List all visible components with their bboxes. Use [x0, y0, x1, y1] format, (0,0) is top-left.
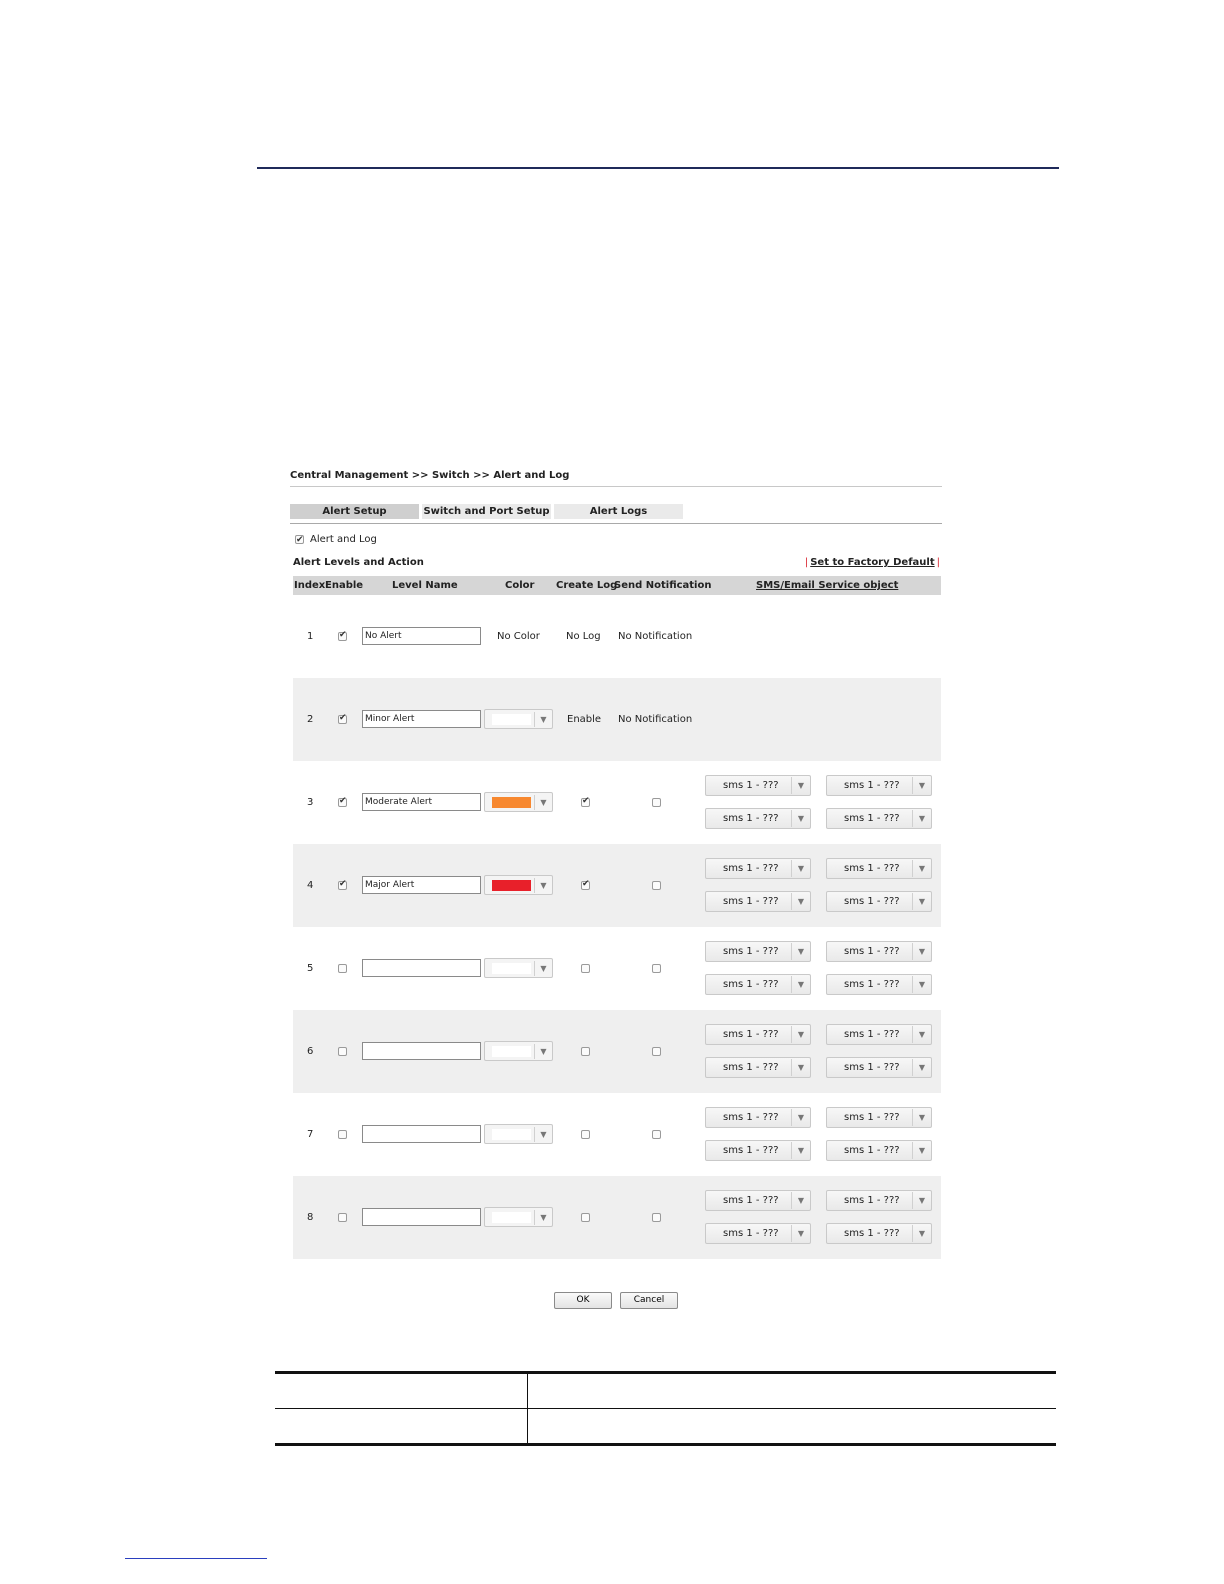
alert-and-log-toggle — [290, 533, 942, 547]
row-index: 2 — [307, 714, 314, 725]
chevron-down-icon: ▼ — [912, 810, 931, 827]
header-create-log: Create Log — [556, 580, 618, 591]
sms-email-service-select[interactable] — [705, 1190, 811, 1211]
table-row — [275, 1408, 1056, 1443]
chevron-down-icon: ▼ — [791, 893, 810, 910]
chevron-down-icon: ▼ — [912, 943, 931, 960]
chevron-down-icon: ▼ — [791, 1225, 810, 1242]
color-swatch — [492, 1212, 531, 1223]
color-select[interactable] — [484, 875, 553, 895]
chevron-down-icon: ▼ — [791, 1059, 810, 1076]
row-index: 7 — [307, 1129, 314, 1140]
color-select[interactable] — [484, 709, 553, 729]
level-name-input[interactable]: No Alert — [362, 627, 481, 645]
sms-email-service-label: sms 1 - ??? — [844, 1145, 900, 1156]
tab-alert-setup[interactable]: Alert Setup — [290, 504, 419, 519]
sms-email-service-select[interactable] — [826, 1107, 932, 1128]
sms-email-service-select[interactable] — [705, 941, 811, 962]
set-to-factory-default-link[interactable]: Set to Factory Default — [810, 557, 935, 568]
table-row — [293, 595, 941, 678]
row-index: 3 — [307, 797, 314, 808]
table-row — [293, 927, 941, 1010]
chevron-down-icon: ▼ — [791, 1109, 810, 1126]
chevron-down-icon: ▼ — [534, 795, 552, 810]
chevron-down-icon: ▼ — [791, 860, 810, 877]
column-divider — [527, 1374, 528, 1408]
separator-right: | — [936, 557, 940, 568]
description-table — [275, 1371, 1056, 1446]
chevron-down-icon: ▼ — [912, 777, 931, 794]
color-swatch — [492, 1046, 531, 1057]
sms-email-service-select[interactable] — [826, 1024, 932, 1045]
separator-left: | — [804, 557, 809, 568]
factory-default-group — [805, 556, 940, 570]
sms-email-service-label: sms 1 - ??? — [844, 863, 900, 874]
sms-email-service-select[interactable] — [705, 1223, 811, 1244]
table-body — [293, 595, 941, 1259]
chevron-down-icon: ▼ — [912, 1192, 931, 1209]
sms-email-service-select[interactable] — [826, 974, 932, 995]
tab-alert-logs[interactable]: Alert Logs — [554, 504, 683, 519]
chevron-down-icon: ▼ — [534, 712, 552, 727]
sms-email-service-select[interactable] — [826, 808, 932, 829]
sms-email-service-select[interactable] — [705, 858, 811, 879]
sms-email-service-select[interactable] — [705, 1024, 811, 1045]
sms-email-service-label: sms 1 - ??? — [844, 1112, 900, 1123]
create-log-checkbox[interactable] — [581, 881, 590, 890]
section-header — [290, 556, 942, 570]
enable-checkbox[interactable] — [338, 715, 347, 724]
create-log-checkbox[interactable] — [581, 1213, 590, 1222]
column-divider — [527, 1409, 528, 1443]
sms-email-service-label: sms 1 - ??? — [844, 1195, 900, 1206]
sms-email-service-label: sms 1 - ??? — [723, 1195, 779, 1206]
page-header-rule — [257, 167, 1059, 169]
sms-email-service-label: sms 1 - ??? — [844, 1029, 900, 1040]
sms-email-service-select[interactable] — [826, 1140, 932, 1161]
chevron-down-icon: ▼ — [534, 878, 552, 893]
sms-email-service-label: sms 1 - ??? — [723, 896, 779, 907]
sms-email-service-select[interactable] — [705, 1107, 811, 1128]
sms-email-service-select[interactable] — [705, 1057, 811, 1078]
create-log-checkbox[interactable] — [581, 798, 590, 807]
color-swatch — [492, 1129, 531, 1140]
chevron-down-icon: ▼ — [534, 961, 552, 976]
color-swatch — [492, 880, 531, 891]
sms-email-service-select[interactable] — [826, 1057, 932, 1078]
sms-email-service-select[interactable] — [705, 974, 811, 995]
sms-email-service-label: sms 1 - ??? — [844, 896, 900, 907]
enable-checkbox[interactable] — [338, 1130, 347, 1139]
table-header — [293, 576, 941, 595]
breadcrumb: Central Management >> Switch >> Alert and Log — [290, 466, 942, 487]
table-row — [293, 1176, 941, 1259]
enable-checkbox[interactable] — [338, 881, 347, 890]
color-swatch — [492, 797, 531, 808]
sms-email-service-label: sms 1 - ??? — [723, 979, 779, 990]
sms-email-service-select[interactable] — [826, 1190, 932, 1211]
sms-email-service-select[interactable] — [705, 1140, 811, 1161]
sms-email-service-label: sms 1 - ??? — [723, 1029, 779, 1040]
color-swatch — [492, 714, 531, 725]
color-select[interactable] — [484, 792, 553, 812]
level-name-input[interactable] — [362, 959, 481, 977]
chevron-down-icon: ▼ — [534, 1127, 552, 1142]
tab-bar — [290, 504, 942, 519]
sms-email-service-label: sms 1 - ??? — [723, 813, 779, 824]
sms-email-service-label: sms 1 - ??? — [723, 946, 779, 957]
chevron-down-icon: ▼ — [791, 777, 810, 794]
header-color: Color — [505, 580, 535, 591]
alert-and-log-label: Alert and Log — [310, 534, 377, 545]
chevron-down-icon: ▼ — [791, 1026, 810, 1043]
chevron-down-icon: ▼ — [791, 1192, 810, 1209]
sms-email-service-label: sms 1 - ??? — [723, 1062, 779, 1073]
color-select[interactable] — [484, 1124, 553, 1144]
section-title: Alert Levels and Action — [293, 557, 424, 568]
row-index: 5 — [307, 963, 314, 974]
sms-email-service-select[interactable] — [705, 775, 811, 796]
color-select[interactable] — [484, 1041, 553, 1061]
send-notification-checkbox[interactable] — [652, 1213, 661, 1222]
alert-and-log-checkbox[interactable] — [295, 535, 304, 544]
color-swatch — [492, 963, 531, 974]
level-name-input[interactable]: Minor Alert — [362, 710, 481, 728]
header-index: Index — [294, 580, 326, 591]
chevron-down-icon: ▼ — [912, 1225, 931, 1242]
send-notification-checkbox[interactable] — [652, 1130, 661, 1139]
enable-checkbox[interactable] — [338, 632, 347, 641]
chevron-down-icon: ▼ — [912, 1026, 931, 1043]
sms-email-service-label: sms 1 - ??? — [723, 1112, 779, 1123]
chevron-down-icon: ▼ — [791, 943, 810, 960]
row-index: 6 — [307, 1046, 314, 1057]
sms-email-service-label: sms 1 - ??? — [723, 1145, 779, 1156]
level-name-input[interactable]: Moderate Alert — [362, 793, 481, 811]
tab-switch-and-port-setup[interactable]: Switch and Port Setup — [423, 506, 550, 517]
table-row — [293, 1093, 941, 1176]
level-name-input[interactable] — [362, 1125, 481, 1143]
send-notification-text: No Notification — [618, 631, 693, 642]
row-index: 1 — [307, 631, 314, 642]
sms-email-service-label: sms 1 - ??? — [844, 946, 900, 957]
create-log-text: No Log — [566, 631, 601, 642]
table-row — [293, 678, 941, 761]
enable-checkbox[interactable] — [338, 964, 347, 973]
sms-email-service-select[interactable] — [826, 1223, 932, 1244]
level-name-input[interactable]: Major Alert — [362, 876, 481, 894]
ok-button[interactable]: OK — [554, 1292, 612, 1309]
create-log-checkbox[interactable] — [581, 1047, 590, 1056]
header-send-notification: Send Notification — [614, 580, 712, 591]
chevron-down-icon: ▼ — [912, 860, 931, 877]
chevron-down-icon: ▼ — [912, 1109, 931, 1126]
sms-email-service-select[interactable] — [826, 891, 932, 912]
sms-email-service-label: sms 1 - ??? — [844, 813, 900, 824]
chevron-down-icon: ▼ — [791, 976, 810, 993]
color-select[interactable] — [484, 1207, 553, 1227]
send-notification-checkbox[interactable] — [652, 798, 661, 807]
create-log-checkbox[interactable] — [581, 964, 590, 973]
sms-email-service-select[interactable] — [826, 941, 932, 962]
color-text: No Color — [497, 631, 540, 642]
chevron-down-icon: ▼ — [912, 1059, 931, 1076]
level-name-input[interactable] — [362, 1042, 481, 1060]
row-index: 4 — [307, 880, 314, 891]
table-row — [293, 761, 941, 844]
sms-email-service-select[interactable] — [705, 808, 811, 829]
create-log-text: Enable — [567, 714, 602, 725]
alert-levels-table — [293, 576, 941, 1259]
table-row — [275, 1374, 1056, 1408]
chevron-down-icon: ▼ — [791, 810, 810, 827]
cancel-button[interactable]: Cancel — [620, 1292, 678, 1309]
send-notification-checkbox[interactable] — [652, 881, 661, 890]
table-row — [293, 844, 941, 927]
enable-checkbox[interactable] — [338, 1213, 347, 1222]
chevron-down-icon: ▼ — [534, 1044, 552, 1059]
footer-link-rule — [125, 1558, 267, 1559]
header-service-object[interactable]: SMS/Email Service object — [756, 580, 899, 591]
sms-email-service-label: sms 1 - ??? — [844, 1062, 900, 1073]
sms-email-service-select[interactable] — [826, 858, 932, 879]
sms-email-service-label: sms 1 - ??? — [844, 780, 900, 791]
sms-email-service-label: sms 1 - ??? — [723, 780, 779, 791]
sms-email-service-label: sms 1 - ??? — [844, 979, 900, 990]
chevron-down-icon: ▼ — [912, 893, 931, 910]
sms-email-service-select[interactable] — [826, 775, 932, 796]
send-notification-text: No Notification — [618, 714, 693, 725]
chevron-down-icon: ▼ — [534, 1210, 552, 1225]
send-notification-checkbox[interactable] — [652, 964, 661, 973]
sms-email-service-label: sms 1 - ??? — [844, 1228, 900, 1239]
sms-email-service-label: sms 1 - ??? — [723, 1228, 779, 1239]
table-row — [293, 1010, 941, 1093]
color-select[interactable] — [484, 958, 553, 978]
form-buttons — [554, 1292, 678, 1309]
alert-and-log-panel — [290, 466, 942, 1259]
sms-email-service-select[interactable] — [705, 891, 811, 912]
row-index: 8 — [307, 1212, 314, 1223]
send-notification-checkbox[interactable] — [652, 1047, 661, 1056]
level-name-input[interactable] — [362, 1208, 481, 1226]
sms-email-service-label: sms 1 - ??? — [723, 863, 779, 874]
enable-checkbox[interactable] — [338, 798, 347, 807]
enable-checkbox[interactable] — [338, 1047, 347, 1056]
chevron-down-icon: ▼ — [791, 1142, 810, 1159]
tabs-divider — [290, 523, 942, 524]
header-level-name: Level Name — [392, 580, 458, 591]
header-enable: Enable — [325, 580, 364, 591]
create-log-checkbox[interactable] — [581, 1130, 590, 1139]
chevron-down-icon: ▼ — [912, 976, 931, 993]
chevron-down-icon: ▼ — [912, 1142, 931, 1159]
